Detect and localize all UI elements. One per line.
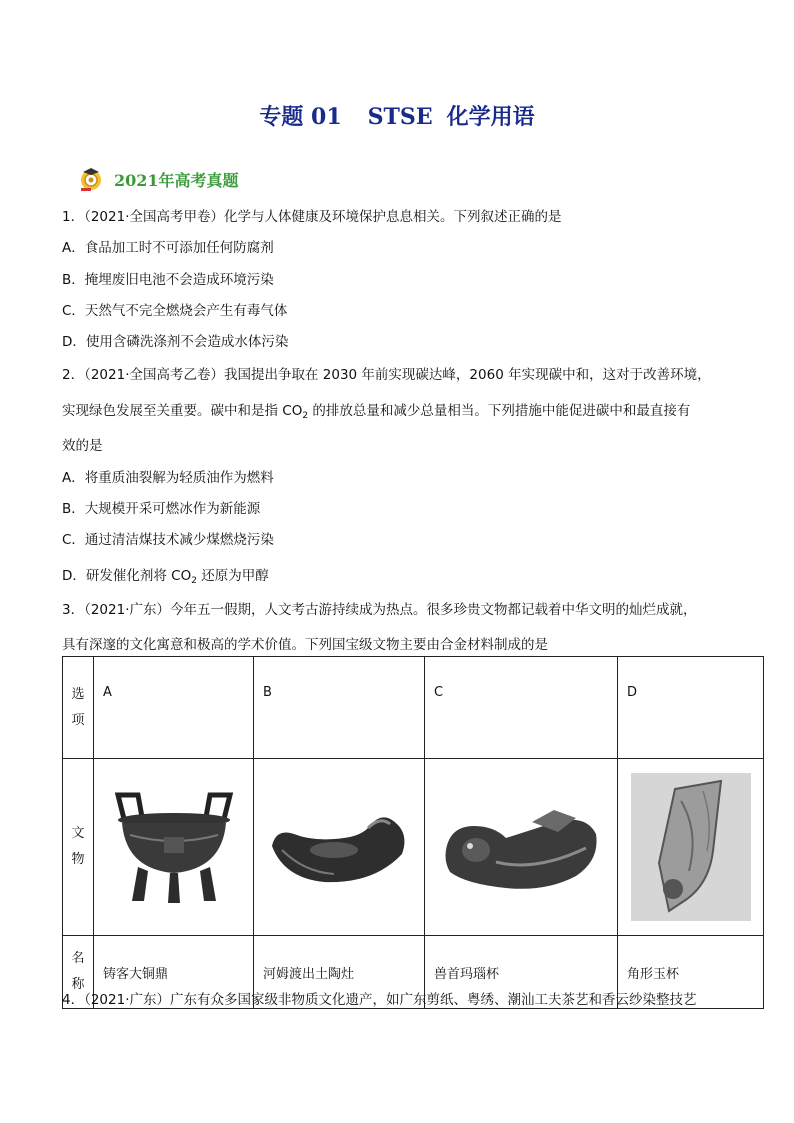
option-a-header: A	[94, 657, 254, 759]
q3-stem-line2: 具有深邃的文化寓意和极高的学术价值。下列国宝级文物主要由合金材料制成的是	[62, 637, 548, 653]
row-label-names: 名 称	[63, 936, 94, 1009]
relics-table	[62, 656, 764, 1009]
q3-stem-line1: 3．（2021·广东）今年五一假期，人文考古游持续成为热点。很多珍贵文物都记载着中华文明的灿烂成就，	[62, 602, 697, 618]
table-row	[63, 657, 764, 759]
q2-stem-line2: 实现绿色发展至关重要。碳中和是指 $CO_2$ 的排放总量和减少总量相当。下列措施中能促进碳中和最直接有	[62, 403, 691, 421]
q2-option-c: C．通过清洁煤技术减少煤燃烧污染	[62, 532, 274, 548]
q1-option-c: C．天然气不完全燃烧会产生有毒气体	[62, 303, 288, 319]
relic-b-image	[254, 759, 425, 936]
q2-option-d: D．研发催化剂将 $CO_2$ 还原为甲醇	[62, 568, 269, 586]
row-label-relics: 文 物	[63, 759, 94, 936]
q1-option-a: A．食品加工时不可添加任何防腐剂	[62, 240, 274, 256]
q4-stem-line1: 4．（2021·广东）广东有众多国家级非物质文化遗产，如广东剪纸、粤绣、潮汕工夫茶艺和香云纱染整技艺	[62, 992, 697, 1008]
table-row	[63, 759, 764, 936]
q2-option-a: A．将重质油裂解为轻质油作为燃料	[62, 470, 274, 486]
relic-a-name: 铸客大铜鼎	[94, 936, 254, 1009]
mascot-icon	[78, 166, 104, 192]
q1-option-d: D．使用含磷洗涤剂不会造成水体污染	[62, 334, 289, 350]
section-label: 2021年高考真题	[114, 170, 239, 190]
q2-stem-line1: 2．（2021·全国高考乙卷）我国提出争取在 2030 年前实现碳达峰，2060 年实现碳中和，这对于改善环境，	[62, 367, 711, 383]
relic-c-image	[425, 759, 618, 936]
relic-c-name: 兽首玛瑙杯	[425, 936, 618, 1009]
relic-d-image	[618, 759, 764, 936]
jade-horn-cup-image	[629, 771, 753, 923]
option-c-header: C	[425, 657, 618, 759]
q2-option-b: B．大规模开采可燃冰作为新能源	[62, 501, 261, 517]
q2-stem-line3: 效的是	[62, 438, 103, 454]
row-label-options: 选 项	[63, 657, 94, 759]
bronze-ding-image	[104, 787, 244, 907]
agate-cup-image	[436, 792, 606, 902]
relic-d-name: 角形玉杯	[618, 936, 764, 1009]
q1-stem: 1．（2021·全国高考甲卷）化学与人体健康及环境保护息息相关。下列叙述正确的是	[62, 209, 562, 225]
relic-a-image	[94, 759, 254, 936]
page-title: 专题 01 STSE 化学用语	[259, 104, 535, 130]
option-b-header: B	[254, 657, 425, 759]
option-d-header: D	[618, 657, 764, 759]
pottery-stove-image	[264, 792, 414, 902]
q1-option-b: B．掩埋废旧电池不会造成环境污染	[62, 272, 274, 288]
section-header	[78, 164, 239, 194]
relic-b-name: 河姆渡出土陶灶	[254, 936, 425, 1009]
